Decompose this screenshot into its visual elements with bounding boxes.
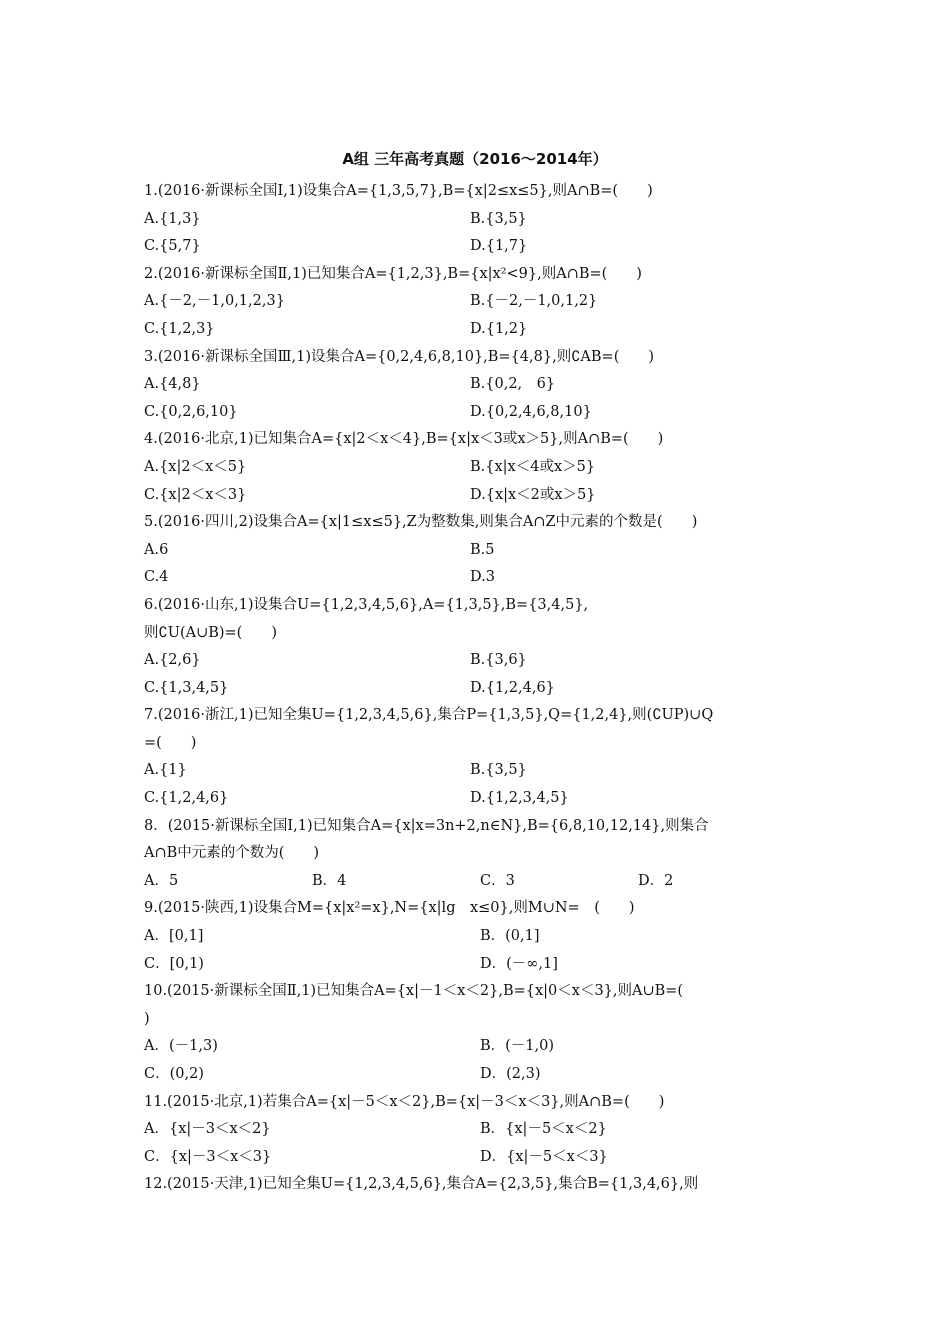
question-6-stem-line-1: 6.(2016·山东,1)设集合U={1,2,3,4,5,6},A={1,3,5},B={3,4,5},	[144, 596, 589, 613]
question-6-stem-line-2: 则∁U(A∪B)=( )	[144, 624, 277, 641]
question-4-options-row-2	[144, 482, 816, 510]
question-5-options-row-1	[144, 537, 816, 565]
option-d: D.{1,2,4,6}	[470, 679, 555, 696]
option-c: C.{5,7}	[144, 238, 201, 255]
question-9-stem: 9.(2015·陕西,1)设集合M={x|x²=x},N={x|lg x≤0},则M∪N= ( )	[144, 900, 635, 917]
option-b: B.{3,5}	[470, 762, 527, 779]
option-b: B.{x|x＜4或x＞5}	[470, 458, 596, 475]
option-a: A.{x|2＜x＜5}	[144, 458, 247, 475]
option-d: D．(2,3)	[480, 1066, 541, 1082]
question-3-options-row-1	[144, 371, 816, 399]
option-a: A．5	[144, 872, 179, 889]
question-1-options-row-1	[144, 206, 816, 234]
option-a: A.{－2,－1,0,1,2,3}	[144, 293, 285, 310]
option-b: B．(0,1]	[480, 928, 540, 945]
option-d: D.{1,2}	[470, 320, 528, 337]
question-1-stem: 1.(2016·新课标全国Ⅰ,1)设集合A={1,3,5,7},B={x|2≤x≤5},则A∩B=( )	[144, 183, 653, 199]
option-a: A.{1}	[144, 762, 187, 779]
question-2-stem: 2.(2016·新课标全国Ⅱ,1)已知集合A={1,2,3},B={x|x²<9},则A∩B=( )	[144, 265, 642, 282]
question-6-options-row-1	[144, 647, 816, 675]
option-d: D．2	[638, 872, 674, 889]
option-d: D.{0,2,4,6,8,10}	[470, 403, 592, 420]
question-10-stem-line-2: )	[144, 1010, 150, 1027]
question-3-stem: 3.(2016·新课标全国Ⅲ,1)设集合A={0,2,4,6,8,10},B={4,8},则∁AB=( )	[144, 348, 655, 365]
option-a: A.6	[144, 541, 169, 558]
option-a: A．[0,1]	[144, 928, 204, 945]
question-2-options-row-1	[144, 288, 816, 316]
option-c: C.{0,2,6,10}	[144, 403, 238, 420]
option-c: C．{x|－3＜x＜3}	[144, 1148, 272, 1165]
question-10-stem-line-1: 10.(2015·新课标全国Ⅱ,1)已知集合A={x|－1＜x＜2},B={x|0＜x＜3},则A∪B=(	[144, 983, 684, 1000]
question-1-options-row-2	[144, 233, 816, 261]
option-b: B.{3,5}	[470, 210, 527, 227]
question-8-stem-line-2: A∩B中元素的个数为( )	[144, 845, 320, 862]
question-5-stem: 5.(2016·四川,2)设集合A={x|1≤x≤5},Z为整数集,则集合A∩Z中元素的个数是( )	[144, 514, 698, 531]
question-10-options-row-2	[144, 1061, 816, 1089]
option-b: B．{x|－5＜x＜2}	[480, 1121, 607, 1138]
question-9-options-row-2	[144, 951, 816, 979]
option-d: D．{x|－5＜x＜3}	[480, 1148, 608, 1165]
question-12-stem: 12.(2015·天津,1)已知全集U={1,2,3,4,5,6},集合A={2,3,5},集合B={1,3,4,6},则	[144, 1176, 699, 1193]
option-c: C.{1,3,4,5}	[144, 679, 229, 696]
option-d: D.{x|x＜2或x＞5}	[470, 486, 596, 503]
option-b: B．(－1,0)	[480, 1038, 555, 1055]
question-4-stem: 4.(2016·北京,1)已知集合A={x|2＜x＜4},B={x|x＜3或x＞5},则A∩B=( )	[144, 431, 664, 448]
question-3-options-row-2	[144, 399, 816, 427]
option-b: B.5	[470, 541, 495, 558]
question-5-options-row-2	[144, 564, 816, 592]
option-c: C.{1,2,4,6}	[144, 790, 229, 807]
option-b: B.{－2,－1,0,1,2}	[470, 293, 598, 310]
option-d: D.{1,7}	[470, 238, 528, 255]
question-4-options-row-1	[144, 454, 816, 482]
option-a: A．{x|－3＜x＜2}	[144, 1121, 271, 1138]
question-2-options-row-2	[144, 316, 816, 344]
question-11-options-row-1	[144, 1116, 816, 1144]
option-c: C．3	[480, 872, 515, 889]
option-a: A.{4,8}	[144, 376, 201, 393]
option-d: D.3	[470, 569, 495, 586]
option-a: A.{2,6}	[144, 652, 201, 669]
option-a: A.{1,3}	[144, 210, 201, 227]
option-d: D．(－∞,1]	[480, 955, 558, 972]
option-b: B.{3,6}	[470, 652, 527, 669]
option-c: C.4	[144, 569, 169, 586]
question-6-options-row-2	[144, 675, 816, 703]
option-a: A．(－1,3)	[144, 1038, 218, 1055]
question-11-stem: 11.(2015·北京,1)若集合A={x|－5＜x＜2},B={x|－3＜x＜3},则A∩B=( )	[144, 1093, 665, 1110]
question-8-stem-line-1: 8．(2015·新课标全国Ⅰ,1)已知集合A={x|x=3n+2,n∈N},B={6,8,10,12,14},则集合	[144, 817, 709, 834]
question-8-options-row	[144, 868, 816, 896]
option-c: C.{x|2＜x＜3}	[144, 486, 247, 503]
option-b: B.{0,2, 6}	[470, 376, 556, 393]
question-7-options-row-1	[144, 757, 816, 785]
question-7-options-row-2	[144, 785, 816, 813]
question-10-options-row-1	[144, 1033, 816, 1061]
option-b: B．4	[312, 872, 347, 889]
option-c: C.{1,2,3}	[144, 320, 215, 337]
option-c: C．(0,2)	[144, 1066, 204, 1082]
option-d: D.{1,2,3,4,5}	[470, 790, 569, 807]
question-11-options-row-2	[144, 1144, 816, 1172]
option-c: C．[0,1)	[144, 955, 204, 972]
question-7-stem-line-1: 7.(2016·浙江,1)已知全集U={1,2,3,4,5,6},集合P={1,3,5},Q={1,2,4},则(∁UP)∪Q	[144, 707, 714, 724]
section-title: A组 三年高考真题（2016～2014年）	[342, 150, 608, 168]
question-list	[144, 178, 816, 1199]
question-7-stem-line-2: =( )	[144, 734, 197, 751]
question-9-options-row-1	[144, 923, 816, 951]
